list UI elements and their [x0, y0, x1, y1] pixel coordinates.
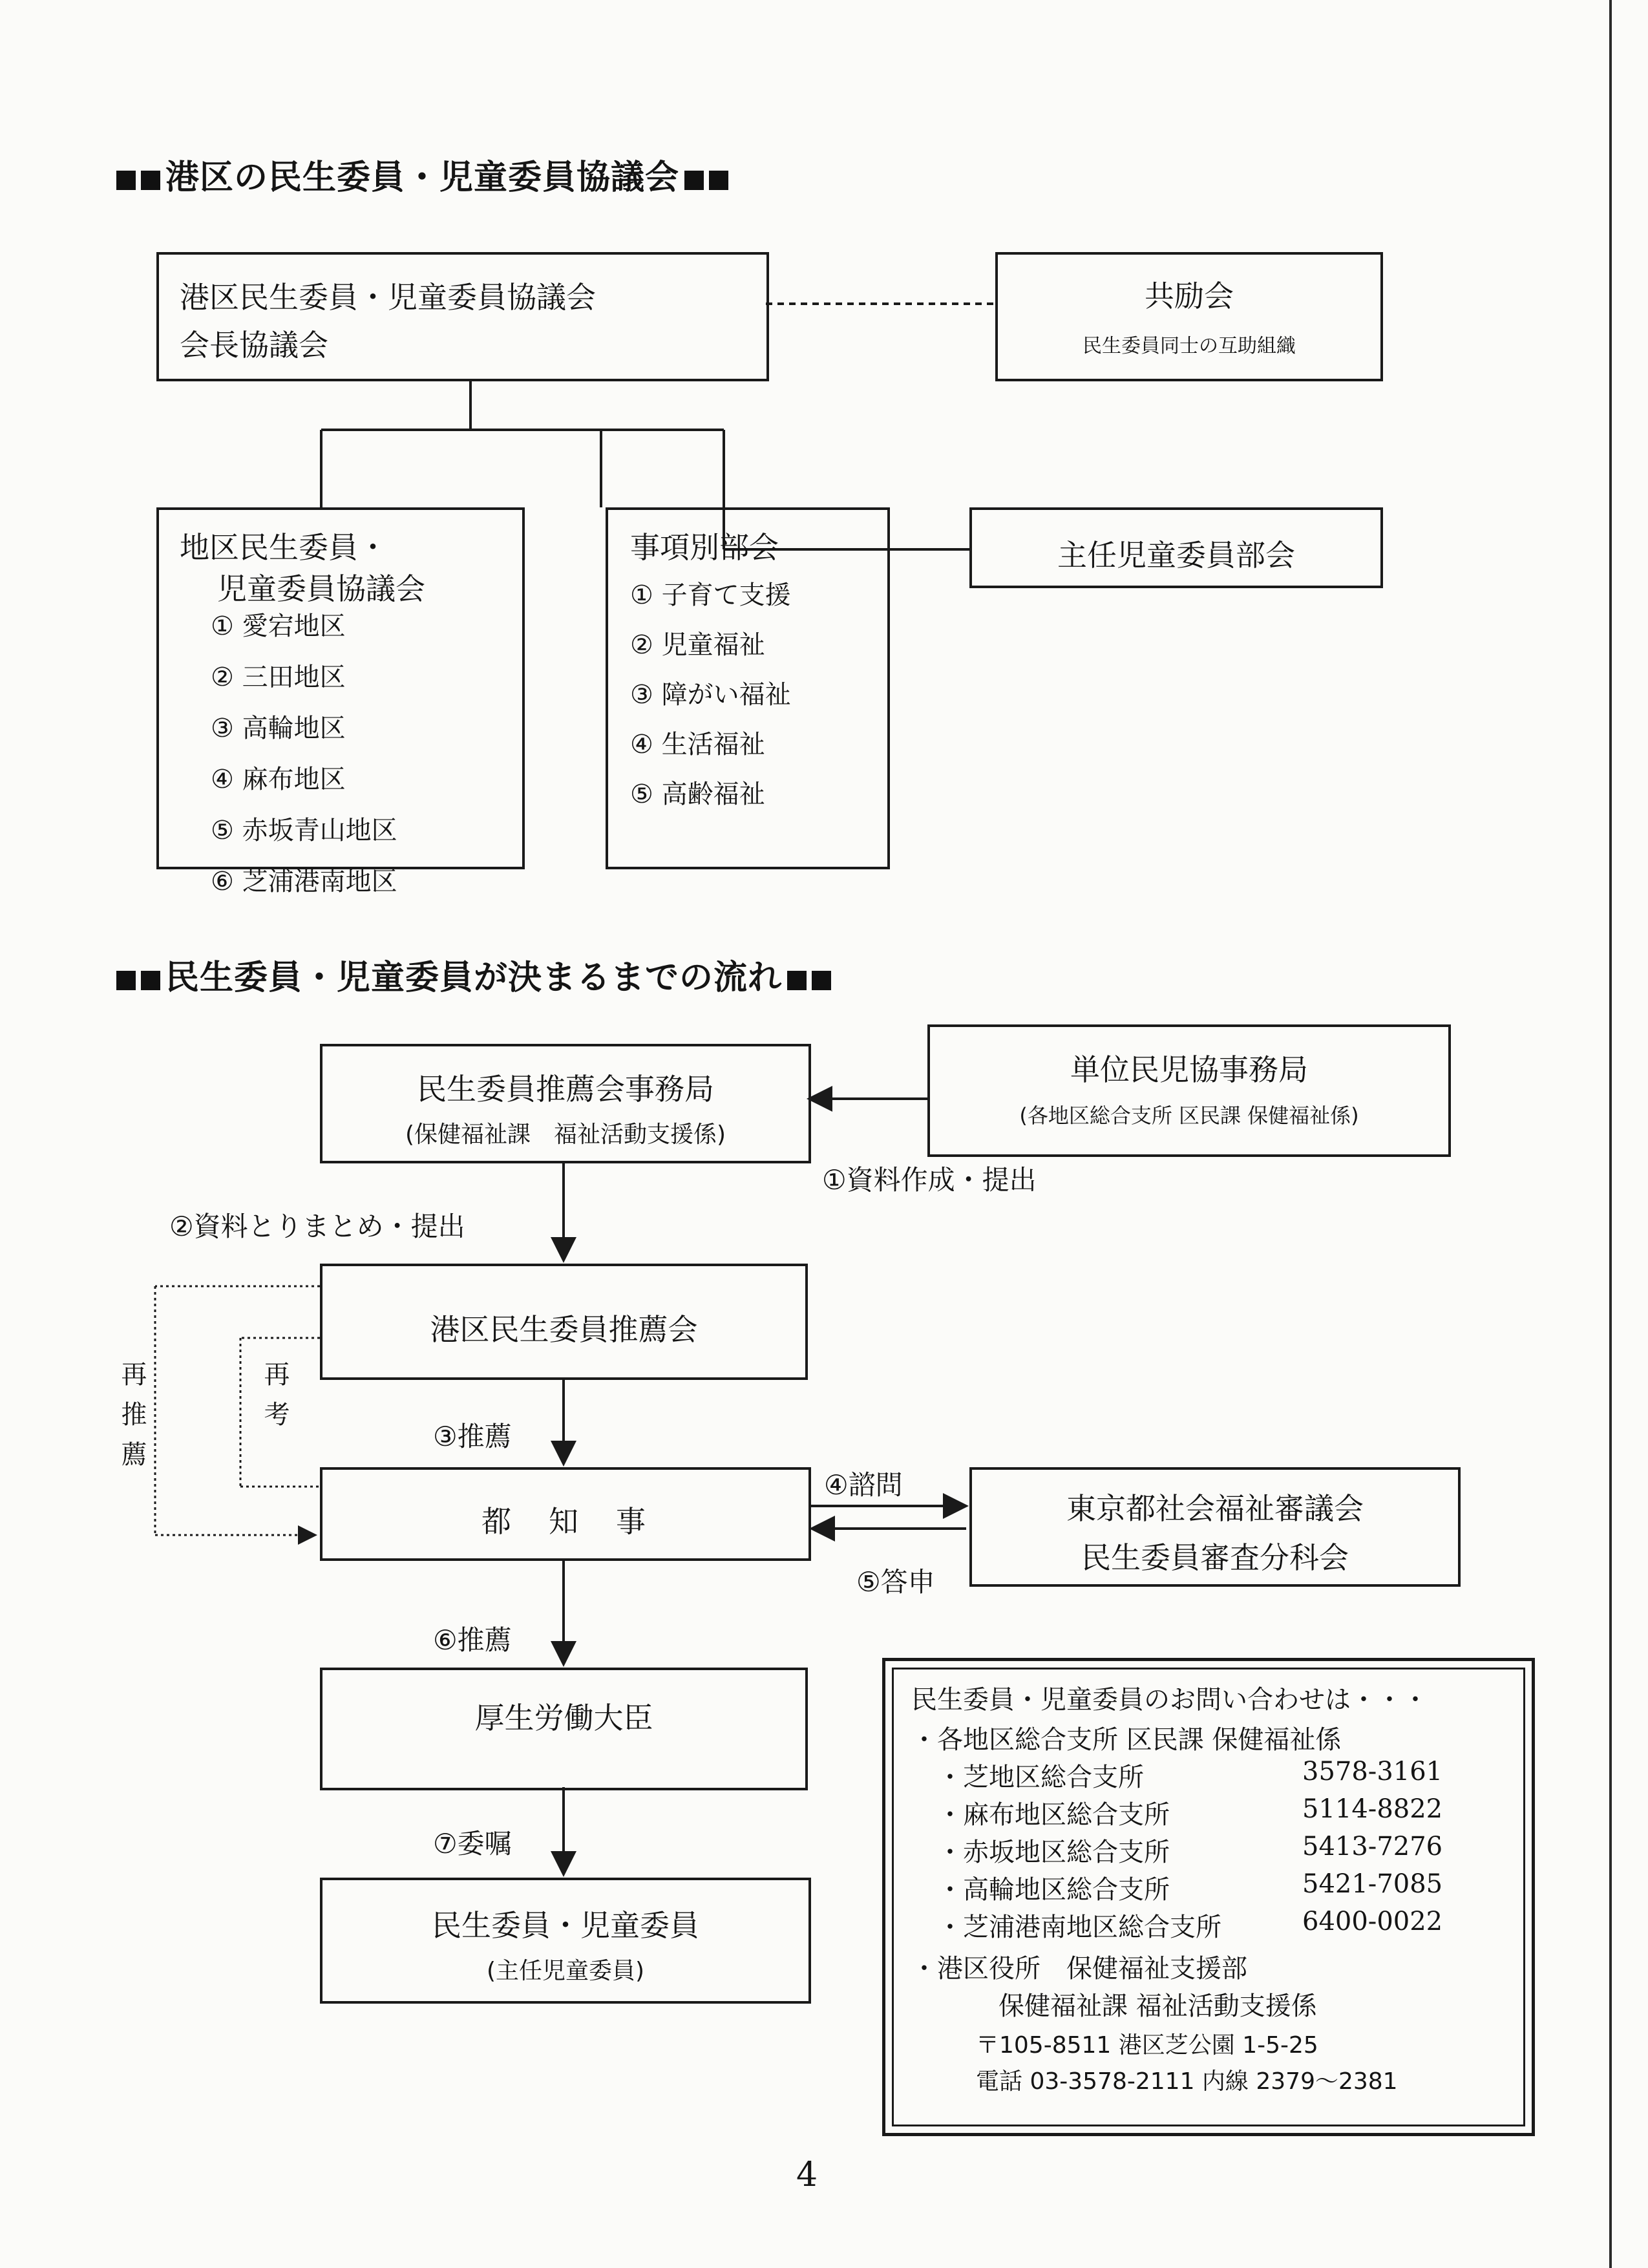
- chairs-council-box: [156, 252, 769, 381]
- district-item: ④ 麻布地区: [211, 765, 346, 794]
- contact-box: [882, 1658, 1535, 2136]
- office-name: ・高輪地区総合支所: [937, 1875, 1170, 1905]
- final-appointee-sub: (主任児童委員): [486, 1958, 645, 1984]
- page-number: 4: [796, 2156, 818, 2194]
- district-item: ⑤ 赤坂青山地区: [211, 816, 397, 845]
- kyorei-subtitle: 民生委員同士の互助組織: [1083, 335, 1296, 357]
- tokyo-council-box: [969, 1467, 1461, 1587]
- contact-group1: ・各地区総合支所 区民課 保健福祉係: [911, 1725, 1342, 1755]
- chief-child-committee-label: 主任児童委員部会: [1057, 538, 1295, 573]
- re-recommend-label: 再推薦: [117, 1361, 147, 1481]
- step6-label: ⑥推薦: [433, 1624, 512, 1656]
- step3-label: ③推薦: [433, 1421, 512, 1452]
- subcommittee-box: [606, 507, 890, 869]
- reconsider-label: 再考: [260, 1361, 290, 1441]
- subcommittee-item: ③ 障がい福祉: [630, 680, 791, 710]
- office-tel: 5413-7276: [1302, 1832, 1443, 1861]
- final-appointee-box: [320, 1878, 811, 2004]
- subcommittee-list: [630, 575, 791, 823]
- office-tel: 5114-8822: [1302, 1794, 1443, 1824]
- district-item: ② 三田地区: [211, 662, 346, 692]
- chairs-council-line2: 会長協議会: [180, 328, 328, 363]
- tokyo-council-line1: 東京都社会福祉審議会: [1066, 1491, 1364, 1526]
- office-tel: 6400-0022: [1302, 1907, 1443, 1936]
- secretariat-sub: (保健福祉課 福祉活動支援係): [405, 1121, 726, 1148]
- step7-label: ⑦委嘱: [433, 1828, 512, 1860]
- office-tel: 5421-7085: [1302, 1869, 1443, 1899]
- final-appointee-title: 民生委員・児童委員: [432, 1908, 699, 1943]
- contact-dept: 保健福祉課 福祉活動支援係: [998, 1991, 1317, 2021]
- subcommittee-title: 事項別部会: [630, 530, 779, 565]
- subcommittee-item: ② 児童福祉: [630, 630, 765, 660]
- office-tel: 3578-3161: [1302, 1757, 1443, 1786]
- recommendation-council-box: [320, 1264, 808, 1380]
- tokyo-council-line2: 民生委員審査分科会: [1081, 1540, 1349, 1575]
- step5-label: ⑤答申: [856, 1566, 935, 1598]
- contact-address: 〒105-8511 港区芝公園 1-5-25: [976, 2032, 1318, 2059]
- office-name: ・麻布地区総合支所: [937, 1800, 1170, 1830]
- subcommittee-item: ① 子育て支援: [630, 580, 791, 610]
- contact-intro: 民生委員・児童委員のお問い合わせは・・・: [911, 1685, 1428, 1715]
- district-list: [211, 606, 397, 912]
- recommendation-council-label: 港区民生委員推薦会: [430, 1312, 698, 1347]
- governor-box: [320, 1467, 811, 1561]
- kyorei-title: 共励会: [1145, 279, 1234, 313]
- subcommittee-item: ⑤ 高齢福祉: [630, 779, 765, 809]
- minister-label: 厚生労働大臣: [474, 1701, 653, 1735]
- secretariat-box: [320, 1044, 811, 1163]
- district-title-line2: 児童委員協議会: [217, 571, 425, 606]
- office-name: ・芝浦港南地区総合支所: [937, 1913, 1221, 1942]
- district-item: ⑥ 芝浦港南地区: [211, 867, 397, 896]
- chief-child-committee-box: [969, 507, 1383, 588]
- unit-office-sub: (各地区総合支所 区民課 保健福祉係): [1019, 1103, 1359, 1128]
- step1-label: ①資料作成・提出: [822, 1164, 1037, 1196]
- district-item: ③ 高輪地区: [211, 714, 346, 743]
- chairs-council-line1: 港区民生委員・児童委員協議会: [180, 280, 596, 315]
- contact-phone: 電話 03-3578-2111 内線 2379～2381: [976, 2068, 1398, 2095]
- district-council-box: [156, 507, 525, 896]
- kyorei-box: [995, 252, 1383, 381]
- district-title-line1: 地区民生委員・: [180, 530, 388, 565]
- subcommittee-item: ④ 生活福祉: [630, 730, 765, 759]
- step2-label: ②資料とりまとめ・提出: [169, 1211, 465, 1242]
- secretariat-title: 民生委員推薦会事務局: [417, 1072, 714, 1107]
- section1-heading: 港区の民生委員・児童委員協議会: [116, 150, 734, 198]
- office-name: ・赤坂地区総合支所: [937, 1838, 1170, 1867]
- office-name: ・芝地区総合支所: [937, 1763, 1144, 1792]
- unit-office-title: 単位民児協事務局: [1070, 1052, 1308, 1087]
- section2-heading: 民生委員・児童委員が決まるまでの流れ: [116, 950, 836, 999]
- unit-office-box: [927, 1024, 1451, 1157]
- minister-box: [320, 1668, 808, 1790]
- governor-label: 都 知 事: [481, 1504, 650, 1539]
- contact-group2: ・港区役所 保健福祉支援部: [911, 1954, 1247, 1984]
- step4-label: ④諮問: [824, 1469, 903, 1501]
- district-item: ① 愛宕地区: [211, 611, 346, 641]
